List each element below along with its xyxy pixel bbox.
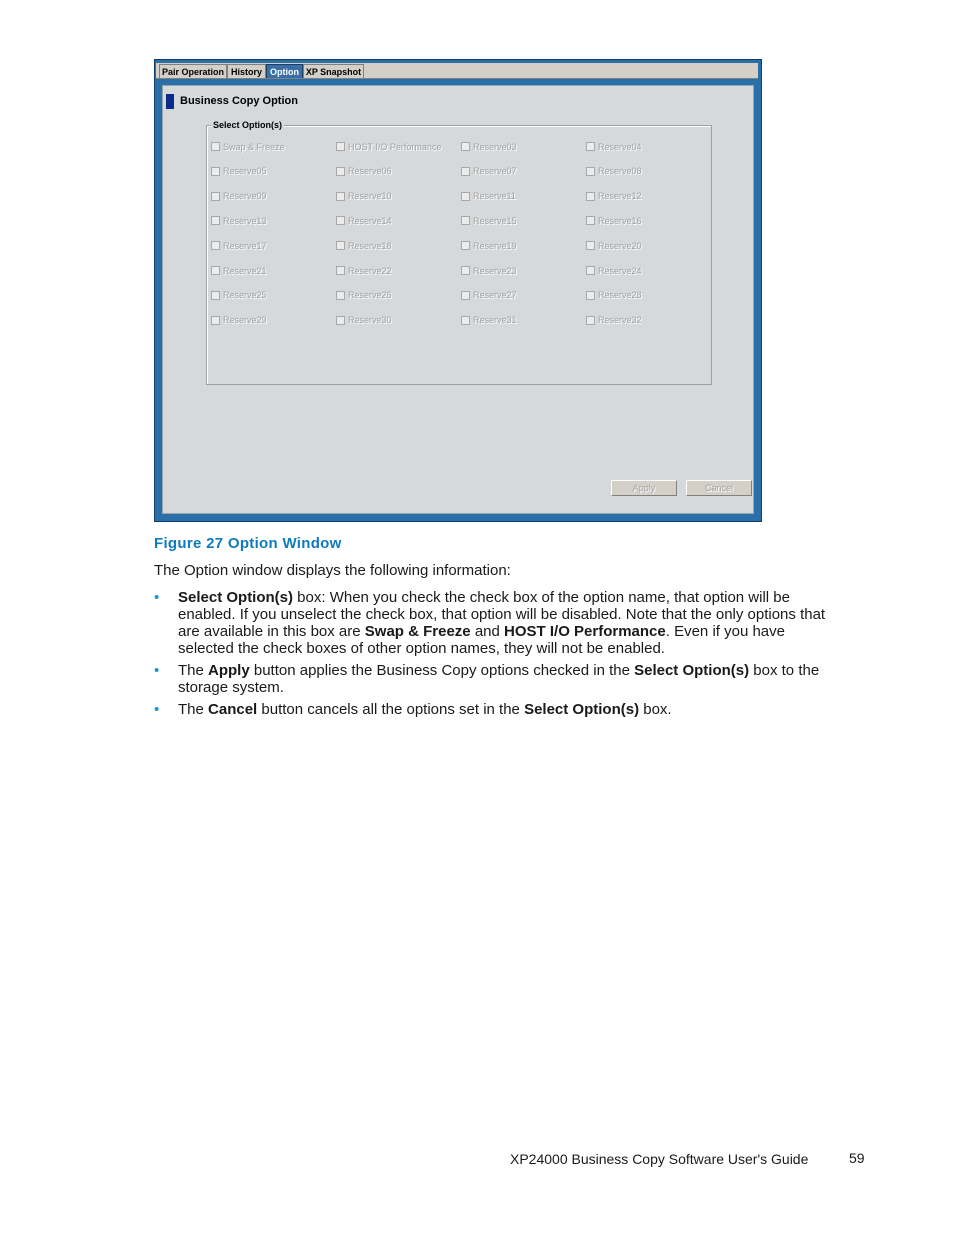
panel-title: Business Copy Option: [180, 95, 298, 107]
option-checkbox-item[interactable]: [586, 315, 642, 326]
option-label: Reserve14: [348, 215, 392, 226]
bullet-cancel: [154, 701, 826, 719]
option-label: Reserve05: [223, 166, 267, 177]
option-checkbox-item[interactable]: [336, 265, 392, 276]
bullet-apply: [154, 662, 826, 698]
option-checkbox-item[interactable]: [336, 191, 392, 202]
option-checkbox-item[interactable]: [586, 141, 642, 152]
checkbox[interactable]: [336, 266, 345, 275]
checkbox[interactable]: [211, 266, 220, 275]
option-checkbox-item[interactable]: [211, 141, 285, 152]
option-checkbox-item[interactable]: [461, 265, 517, 276]
option-label: Reserve20: [598, 240, 642, 251]
bullet-text: [178, 589, 826, 657]
option-label: Reserve27: [473, 290, 517, 301]
option-checkbox-item[interactable]: [586, 166, 642, 177]
figure-caption: Figure 27 Option Window: [154, 535, 342, 552]
option-checkbox-item[interactable]: [336, 215, 392, 226]
option-checkbox-item[interactable]: [586, 265, 642, 276]
bold-term: Cancel: [208, 701, 258, 718]
apply-button[interactable]: Apply: [611, 480, 677, 496]
option-checkbox-item[interactable]: [211, 315, 267, 326]
text-run: button cancels all the options set in the: [257, 701, 525, 718]
checkbox[interactable]: [336, 291, 345, 300]
cancel-button[interactable]: Cancel: [686, 480, 752, 496]
text-run: The: [178, 701, 209, 718]
option-checkbox-item[interactable]: [586, 215, 642, 226]
checkbox[interactable]: [211, 142, 220, 151]
option-label: Reserve24: [598, 265, 642, 276]
text-run: The: [178, 662, 209, 679]
checkbox[interactable]: [586, 167, 595, 176]
checkbox[interactable]: [211, 291, 220, 300]
option-label: Reserve22: [348, 265, 392, 276]
checkbox[interactable]: [336, 167, 345, 176]
select-options-group: [206, 120, 712, 385]
bold-term: Select Option(s): [524, 701, 640, 718]
option-checkbox-item[interactable]: [336, 240, 392, 251]
intro-paragraph: The Option window displays the following information:: [154, 562, 511, 579]
text-run: . Even if you have selected the check boxes of other option names, they will not be enabled.: [178, 623, 785, 657]
checkbox[interactable]: [211, 316, 220, 325]
text-run: box to the storage system.: [178, 662, 820, 696]
option-checkbox-item[interactable]: [586, 290, 642, 301]
tab-history[interactable]: History: [227, 64, 266, 78]
option-checkbox-item[interactable]: [586, 191, 642, 202]
option-checkbox-item[interactable]: [461, 191, 516, 202]
checkbox[interactable]: [461, 266, 470, 275]
bullet-icon: •: [154, 662, 160, 679]
option-label: Reserve08: [598, 166, 642, 177]
checkbox[interactable]: [211, 241, 220, 250]
checkbox[interactable]: [336, 192, 345, 201]
option-window-screenshot: [154, 59, 762, 522]
checkbox[interactable]: [211, 167, 220, 176]
checkbox[interactable]: [336, 142, 345, 151]
tab-pair-operation[interactable]: Pair Operation: [159, 64, 227, 78]
checkbox[interactable]: [336, 216, 345, 225]
checkbox[interactable]: [461, 241, 470, 250]
option-checkbox-item[interactable]: [461, 166, 517, 177]
option-label: Reserve28: [598, 290, 642, 301]
checkbox[interactable]: [461, 291, 470, 300]
bold-term: Select Option(s): [634, 662, 750, 679]
bullet-text: [178, 662, 826, 696]
option-label: Reserve16: [598, 215, 642, 226]
option-label: Reserve09: [223, 191, 267, 202]
page-number: 59: [849, 1150, 865, 1166]
checkbox[interactable]: [461, 192, 470, 201]
option-label: Reserve04: [598, 141, 642, 152]
checkbox[interactable]: [211, 192, 220, 201]
checkbox[interactable]: [336, 316, 345, 325]
option-checkbox-item[interactable]: [211, 166, 267, 177]
option-label: Reserve32: [598, 315, 642, 326]
option-checkbox-item[interactable]: [336, 290, 392, 301]
bullet-icon: •: [154, 589, 160, 606]
option-checkbox-item[interactable]: [461, 215, 517, 226]
checkbox[interactable]: [586, 241, 595, 250]
option-checkbox-item[interactable]: [586, 240, 642, 251]
option-label: Reserve23: [473, 265, 517, 276]
text-run: and: [470, 623, 505, 640]
bold-term: Apply: [208, 662, 250, 679]
option-label: Reserve13: [223, 215, 267, 226]
option-checkbox-item[interactable]: [461, 141, 517, 152]
option-checkbox-item[interactable]: [211, 191, 267, 202]
checkbox[interactable]: [586, 316, 595, 325]
option-label: Reserve19: [473, 240, 517, 251]
bold-term: Select Option(s): [178, 589, 294, 606]
option-checkbox-item[interactable]: [461, 290, 517, 301]
option-label: Reserve12: [598, 191, 642, 202]
option-label: Reserve10: [348, 191, 392, 202]
panel-title-marker: [166, 94, 174, 109]
bold-term: Swap & Freeze: [364, 623, 471, 640]
checkbox[interactable]: [586, 291, 595, 300]
option-label: Reserve07: [473, 166, 517, 177]
option-label: Reserve31: [473, 315, 517, 326]
text-run: box: When you check the check box of the option name, that option will be enabled. If you unselect the check box, that option will be disabled. Note that the only options that are available in this box are: [178, 589, 826, 640]
tab-option[interactable]: Option: [266, 64, 303, 78]
option-label: Reserve25: [223, 290, 267, 301]
checkbox[interactable]: [461, 142, 470, 151]
option-label: HOST I/O Performance: [348, 141, 442, 152]
checkbox[interactable]: [336, 241, 345, 250]
option-label: Reserve21: [223, 265, 267, 276]
text-run: button applies the Business Copy options checked in the: [249, 662, 635, 679]
option-checkbox-item[interactable]: [336, 315, 392, 326]
option-label: Reserve29: [223, 315, 267, 326]
option-label: Reserve17: [223, 240, 267, 251]
option-checkbox-item[interactable]: [211, 215, 267, 226]
option-label: Reserve26: [348, 290, 392, 301]
panel-border: [156, 79, 758, 518]
option-label: Reserve03: [473, 141, 517, 152]
bold-term: HOST I/O Performance: [504, 623, 666, 640]
option-label: Reserve15: [473, 215, 517, 226]
bullet-text: [178, 701, 826, 718]
tab-bar: [156, 63, 758, 79]
option-label: Reserve11: [473, 191, 516, 202]
option-checkbox-item[interactable]: [211, 265, 267, 276]
option-label: Reserve06: [348, 166, 392, 177]
option-label: Reserve30: [348, 315, 392, 326]
checkbox[interactable]: [211, 216, 220, 225]
option-checkbox-item[interactable]: [336, 141, 441, 152]
tab-xp-snapshot[interactable]: XP Snapshot: [303, 64, 364, 78]
checkbox[interactable]: [461, 316, 470, 325]
checkbox[interactable]: [586, 192, 595, 201]
option-checkbox-item[interactable]: [211, 240, 267, 251]
option-checkbox-item[interactable]: [461, 240, 517, 251]
option-label: Swap & Freeze: [223, 141, 285, 152]
option-panel: [162, 85, 754, 514]
checkbox[interactable]: [461, 167, 470, 176]
checkbox[interactable]: [586, 216, 595, 225]
text-run: box.: [639, 701, 672, 718]
option-checkbox-item[interactable]: [211, 290, 267, 301]
bullet-select-options: [154, 589, 826, 659]
footer-title: XP24000 Business Copy Software User's Guide: [510, 1151, 809, 1167]
checkbox[interactable]: [586, 142, 595, 151]
select-options-legend: Select Option(s): [213, 120, 283, 130]
checkbox[interactable]: [461, 216, 470, 225]
checkbox[interactable]: [586, 266, 595, 275]
option-checkbox-item[interactable]: [336, 166, 392, 177]
option-label: Reserve18: [348, 240, 392, 251]
option-checkbox-item[interactable]: [461, 315, 517, 326]
bullet-icon: •: [154, 701, 160, 718]
